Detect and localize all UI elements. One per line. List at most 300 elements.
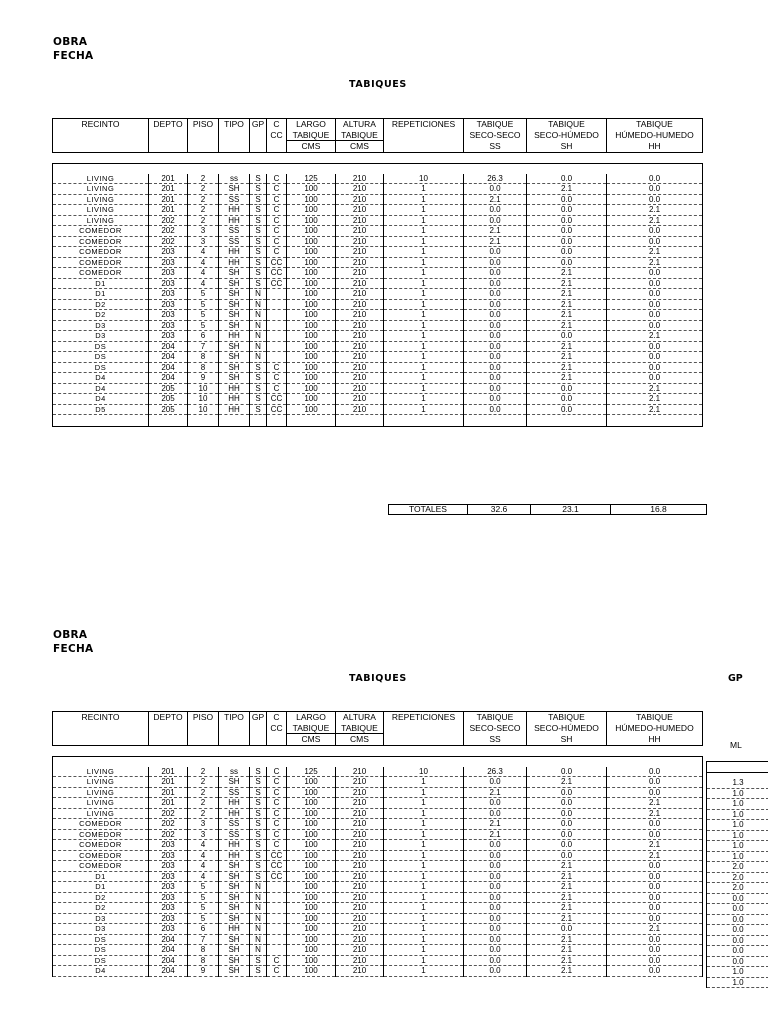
table-row [53, 205, 703, 216]
cell-gp: S [250, 850, 267, 861]
cell-depto: 204 [149, 966, 188, 977]
col-depto: DEPTO [149, 712, 188, 723]
cell-c [267, 882, 287, 893]
cell-c: C [267, 383, 287, 394]
col-ss-code: SS [464, 141, 527, 153]
cell-repeticiones: 1 [384, 362, 464, 373]
col-ss-2: SECO-SECO [464, 130, 527, 141]
cell-gp: S [250, 362, 267, 373]
cell-piso: 2 [188, 205, 219, 216]
cell-tipo: SH [219, 341, 250, 352]
col-ss-code: SS [464, 734, 527, 746]
col-hh: TABIQUE [607, 119, 703, 130]
cell-c: CC [267, 257, 287, 268]
cell-repeticiones: 1 [384, 268, 464, 279]
cell-altura: 210 [336, 278, 384, 289]
cell-ss: 2.1 [464, 194, 527, 205]
ml-value: 1.0 [707, 810, 768, 821]
cell-recinto: DS [53, 934, 149, 945]
table-row [53, 892, 703, 903]
cell-depto: 202 [149, 215, 188, 226]
table-row [53, 777, 703, 788]
cell-repeticiones: 1 [384, 215, 464, 226]
cell-recinto: COMEDOR [53, 257, 149, 268]
cell-piso: 10 [188, 383, 219, 394]
cell-ss: 0.0 [464, 808, 527, 819]
cell-sh: 2.1 [527, 966, 607, 977]
cell-hh: 2.1 [607, 808, 703, 819]
ml-value: 1.0 [707, 789, 768, 800]
table-row [53, 331, 703, 342]
table-body [53, 767, 703, 977]
cell-largo: 100 [287, 310, 336, 321]
cell-depto: 203 [149, 913, 188, 924]
col-hh: TABIQUE [607, 712, 703, 723]
cell-gp: S [250, 871, 267, 882]
header-row-3 [53, 141, 703, 153]
cell-repeticiones: 1 [384, 840, 464, 851]
cell-depto: 202 [149, 226, 188, 237]
cell-depto: 201 [149, 798, 188, 809]
cell-gp: S [250, 268, 267, 279]
cell-largo: 100 [287, 383, 336, 394]
cell-c [267, 945, 287, 956]
cell-gp: S [250, 966, 267, 977]
cell-depto: 204 [149, 945, 188, 956]
cell-ss: 0.0 [464, 934, 527, 945]
table-row [53, 798, 703, 809]
cell-c: C [267, 808, 287, 819]
cell-tipo: HH [219, 215, 250, 226]
cell-altura: 210 [336, 383, 384, 394]
cell-repeticiones: 1 [384, 394, 464, 405]
cell-tipo: SH [219, 362, 250, 373]
cell-sh: 0.0 [527, 331, 607, 342]
col-depto: DEPTO [149, 119, 188, 130]
cell-repeticiones: 1 [384, 373, 464, 384]
cell-gp: N [250, 924, 267, 935]
ml-value: 0.0 [707, 946, 768, 957]
cell-largo: 100 [287, 226, 336, 237]
cell-recinto: LIVING [53, 777, 149, 788]
cell-c [267, 924, 287, 935]
cell-tipo: HH [219, 383, 250, 394]
cell-sh: 0.0 [527, 226, 607, 237]
cell-sh: 0.0 [527, 394, 607, 405]
cell-altura: 210 [336, 850, 384, 861]
ml-value: 2.0 [707, 873, 768, 884]
cell-ss: 0.0 [464, 352, 527, 363]
cell-recinto: LIVING [53, 174, 149, 184]
cell-piso: 2 [188, 777, 219, 788]
cell-tipo: SH [219, 966, 250, 977]
cell-depto: 201 [149, 194, 188, 205]
cell-altura: 210 [336, 871, 384, 882]
cell-gp: N [250, 289, 267, 300]
cell-recinto: D1 [53, 882, 149, 893]
table-row [53, 215, 703, 226]
header-row-2 [53, 130, 703, 141]
cell-recinto: D4 [53, 394, 149, 405]
table-row [53, 934, 703, 945]
col-repeticiones: REPETICIONES [384, 712, 464, 723]
cell-recinto: COMEDOR [53, 829, 149, 840]
ml-value: 1.0 [707, 799, 768, 810]
cell-hh: 0.0 [607, 829, 703, 840]
cell-tipo: SH [219, 289, 250, 300]
cell-sh: 0.0 [527, 829, 607, 840]
cell-altura: 210 [336, 404, 384, 415]
col-largo: LARGO [287, 712, 336, 723]
cell-sh: 2.1 [527, 299, 607, 310]
cell-piso: 5 [188, 310, 219, 321]
cell-altura: 210 [336, 310, 384, 321]
cell-tipo: SS [219, 787, 250, 798]
cell-altura: 210 [336, 955, 384, 966]
totals-ss: 32.6 [468, 505, 531, 515]
cell-largo: 100 [287, 850, 336, 861]
cell-sh: 0.0 [527, 236, 607, 247]
cell-sh: 0.0 [527, 257, 607, 268]
cell-ss: 0.0 [464, 205, 527, 216]
cell-depto: 202 [149, 236, 188, 247]
cell-ss: 0.0 [464, 892, 527, 903]
cell-piso: 2 [188, 184, 219, 195]
cell-largo: 100 [287, 829, 336, 840]
table-row [53, 966, 703, 977]
ml-value: 0.0 [707, 894, 768, 905]
cell-hh: 0.0 [607, 226, 703, 237]
cell-tipo: SH [219, 310, 250, 321]
cell-largo: 100 [287, 362, 336, 373]
cell-depto: 203 [149, 289, 188, 300]
cell-largo: 100 [287, 215, 336, 226]
cell-sh: 2.1 [527, 871, 607, 882]
ml-value: 1.0 [707, 841, 768, 852]
header-row-1 [53, 119, 703, 130]
cell-largo: 100 [287, 289, 336, 300]
cell-repeticiones: 10 [384, 767, 464, 777]
cell-hh: 2.1 [607, 331, 703, 342]
cell-largo: 125 [287, 174, 336, 184]
cell-piso: 8 [188, 955, 219, 966]
cell-sh: 2.1 [527, 352, 607, 363]
table-row [53, 861, 703, 872]
cell-c: C [267, 955, 287, 966]
table-row [53, 945, 703, 956]
cell-c: CC [267, 268, 287, 279]
ml-value: 2.0 [707, 883, 768, 894]
cell-repeticiones: 10 [384, 174, 464, 184]
cell-repeticiones: 1 [384, 341, 464, 352]
cell-largo: 100 [287, 924, 336, 935]
cell-largo: 100 [287, 236, 336, 247]
col-hh-2: HÚMEDO-HUMEDO [607, 130, 703, 141]
col-largo-unit: CMS [287, 141, 336, 153]
cell-largo: 100 [287, 892, 336, 903]
cell-tipo: SH [219, 955, 250, 966]
fecha-label-2: FECHA [53, 643, 94, 655]
cell-recinto: D4 [53, 383, 149, 394]
cell-gp: S [250, 205, 267, 216]
cell-sh: 2.1 [527, 310, 607, 321]
cell-depto: 205 [149, 383, 188, 394]
cell-tipo: SH [219, 913, 250, 924]
cell-hh: 2.1 [607, 924, 703, 935]
col-sh: TABIQUE [527, 712, 607, 723]
cell-ss: 2.1 [464, 787, 527, 798]
table-row [53, 767, 703, 777]
col-largo-2: TABIQUE [287, 130, 336, 141]
cell-c [267, 934, 287, 945]
cell-depto: 203 [149, 268, 188, 279]
cell-c: C [267, 787, 287, 798]
cell-c: C [267, 205, 287, 216]
cell-c [267, 903, 287, 914]
cell-depto: 205 [149, 394, 188, 405]
cell-gp: S [250, 829, 267, 840]
cell-repeticiones: 1 [384, 934, 464, 945]
cell-depto: 203 [149, 310, 188, 321]
table-row [53, 373, 703, 384]
table-row [53, 850, 703, 861]
cell-repeticiones: 1 [384, 236, 464, 247]
cell-piso: 7 [188, 934, 219, 945]
cell-altura: 210 [336, 289, 384, 300]
cell-altura: 210 [336, 913, 384, 924]
cell-piso: 2 [188, 767, 219, 777]
cell-sh: 2.1 [527, 278, 607, 289]
cell-gp: S [250, 404, 267, 415]
cell-recinto: D1 [53, 871, 149, 882]
ml-column [706, 761, 768, 988]
cell-sh: 0.0 [527, 215, 607, 226]
cell-sh: 2.1 [527, 289, 607, 300]
table-row [53, 955, 703, 966]
col-recinto: RECINTO [53, 119, 149, 130]
cell-recinto: COMEDOR [53, 236, 149, 247]
col-largo-unit: CMS [287, 734, 336, 746]
cell-hh: 0.0 [607, 299, 703, 310]
cell-largo: 100 [287, 934, 336, 945]
cell-depto: 201 [149, 767, 188, 777]
gp-label: GP [728, 673, 743, 684]
col-sh-code: SH [527, 734, 607, 746]
col-ss: TABIQUE [464, 712, 527, 723]
cell-gp: S [250, 861, 267, 872]
cell-sh: 0.0 [527, 247, 607, 258]
cell-tipo: HH [219, 850, 250, 861]
cell-ss: 2.1 [464, 226, 527, 237]
cell-largo: 100 [287, 808, 336, 819]
cell-depto: 203 [149, 331, 188, 342]
cell-altura: 210 [336, 362, 384, 373]
cell-repeticiones: 1 [384, 924, 464, 935]
cell-hh: 0.0 [607, 310, 703, 321]
cell-tipo: SH [219, 320, 250, 331]
cell-altura: 210 [336, 966, 384, 977]
cell-largo: 100 [287, 913, 336, 924]
table-row [53, 226, 703, 237]
table-row [53, 184, 703, 195]
cell-tipo: SH [219, 903, 250, 914]
cell-gp: S [250, 184, 267, 195]
cell-largo: 100 [287, 247, 336, 258]
cell-piso: 4 [188, 268, 219, 279]
tabiques-table-2 [52, 711, 703, 977]
cell-altura: 210 [336, 819, 384, 830]
cell-sh: 2.1 [527, 373, 607, 384]
cell-piso: 8 [188, 362, 219, 373]
table-row [53, 383, 703, 394]
cell-recinto: D3 [53, 913, 149, 924]
cell-piso: 4 [188, 257, 219, 268]
ml-value: 0.0 [707, 915, 768, 926]
cell-gp: S [250, 383, 267, 394]
table-row [53, 257, 703, 268]
cell-repeticiones: 1 [384, 352, 464, 363]
cell-ss: 0.0 [464, 871, 527, 882]
cell-recinto: COMEDOR [53, 840, 149, 851]
cell-c: C [267, 767, 287, 777]
ml-value: 0.0 [707, 925, 768, 936]
cell-altura: 210 [336, 268, 384, 279]
cell-depto: 202 [149, 808, 188, 819]
cell-recinto: COMEDOR [53, 861, 149, 872]
cell-repeticiones: 1 [384, 299, 464, 310]
cell-largo: 100 [287, 840, 336, 851]
cell-gp: N [250, 903, 267, 914]
cell-hh: 0.0 [607, 320, 703, 331]
cell-tipo: SH [219, 882, 250, 893]
cell-c: C [267, 247, 287, 258]
cell-largo: 100 [287, 966, 336, 977]
cell-hh: 2.1 [607, 257, 703, 268]
cell-piso: 3 [188, 829, 219, 840]
cell-hh: 0.0 [607, 236, 703, 247]
cell-hh: 0.0 [607, 194, 703, 205]
col-cc: CC [267, 130, 287, 141]
cell-recinto: LIVING [53, 798, 149, 809]
cell-depto: 203 [149, 320, 188, 331]
cell-ss: 2.1 [464, 236, 527, 247]
cell-largo: 100 [287, 205, 336, 216]
cell-hh: 0.0 [607, 767, 703, 777]
col-sh-2: SECO-HÚMEDO [527, 723, 607, 734]
cell-sh: 2.1 [527, 777, 607, 788]
col-ss: TABIQUE [464, 119, 527, 130]
cell-recinto: COMEDOR [53, 226, 149, 237]
col-cc: CC [267, 723, 287, 734]
cell-tipo: SH [219, 777, 250, 788]
cell-recinto: D2 [53, 892, 149, 903]
cell-repeticiones: 1 [384, 184, 464, 195]
cell-gp: S [250, 247, 267, 258]
cell-c: C [267, 777, 287, 788]
cell-tipo: SH [219, 299, 250, 310]
cell-largo: 100 [287, 819, 336, 830]
cell-sh: 0.0 [527, 819, 607, 830]
col-altura: ALTURA [336, 712, 384, 723]
table-row [53, 268, 703, 279]
header-row-1 [53, 712, 703, 723]
cell-tipo: SH [219, 352, 250, 363]
cell-c: CC [267, 404, 287, 415]
cell-hh: 0.0 [607, 861, 703, 872]
totals-table [388, 504, 707, 515]
cell-gp: N [250, 320, 267, 331]
cell-hh: 0.0 [607, 871, 703, 882]
cell-depto: 203 [149, 882, 188, 893]
col-sh-2: SECO-HÚMEDO [527, 130, 607, 141]
cell-gp: S [250, 278, 267, 289]
col-recinto: RECINTO [53, 712, 149, 723]
cell-tipo: HH [219, 924, 250, 935]
cell-tipo: ss [219, 767, 250, 777]
cell-piso: 8 [188, 945, 219, 956]
cell-recinto: LIVING [53, 194, 149, 205]
cell-repeticiones: 1 [384, 310, 464, 321]
table-row [53, 903, 703, 914]
cell-piso: 8 [188, 352, 219, 363]
cell-hh: 0.0 [607, 903, 703, 914]
cell-repeticiones: 1 [384, 278, 464, 289]
col-gp: GP [250, 712, 267, 723]
cell-repeticiones: 1 [384, 320, 464, 331]
cell-gp: N [250, 945, 267, 956]
cell-c: C [267, 840, 287, 851]
cell-tipo: HH [219, 798, 250, 809]
table-row [53, 247, 703, 258]
cell-ss: 0.0 [464, 310, 527, 321]
cell-hh: 0.0 [607, 777, 703, 788]
ml-value: 2.0 [707, 862, 768, 873]
cell-c: C [267, 174, 287, 184]
page-title: TABIQUES [349, 79, 407, 90]
cell-tipo: HH [219, 257, 250, 268]
cell-piso: 9 [188, 966, 219, 977]
cell-piso: 9 [188, 373, 219, 384]
cell-sh: 0.0 [527, 798, 607, 809]
cell-piso: 5 [188, 299, 219, 310]
cell-altura: 210 [336, 184, 384, 195]
table-row [53, 871, 703, 882]
cell-altura: 210 [336, 341, 384, 352]
cell-sh: 0.0 [527, 383, 607, 394]
cell-largo: 100 [287, 903, 336, 914]
cell-piso: 10 [188, 404, 219, 415]
cell-sh: 2.1 [527, 184, 607, 195]
cell-depto: 201 [149, 205, 188, 216]
cell-hh: 0.0 [607, 913, 703, 924]
cell-largo: 100 [287, 787, 336, 798]
cell-gp: N [250, 331, 267, 342]
cell-recinto: DS [53, 945, 149, 956]
cell-hh: 0.0 [607, 174, 703, 184]
cell-repeticiones: 1 [384, 787, 464, 798]
cell-recinto: LIVING [53, 205, 149, 216]
cell-ss: 0.0 [464, 955, 527, 966]
cell-repeticiones: 1 [384, 798, 464, 809]
cell-depto: 204 [149, 352, 188, 363]
cell-piso: 2 [188, 808, 219, 819]
ml-label: ML [730, 740, 742, 750]
cell-recinto: D2 [53, 310, 149, 321]
cell-recinto: COMEDOR [53, 819, 149, 830]
col-sh: TABIQUE [527, 119, 607, 130]
cell-gp: S [250, 236, 267, 247]
cell-recinto: COMEDOR [53, 268, 149, 279]
